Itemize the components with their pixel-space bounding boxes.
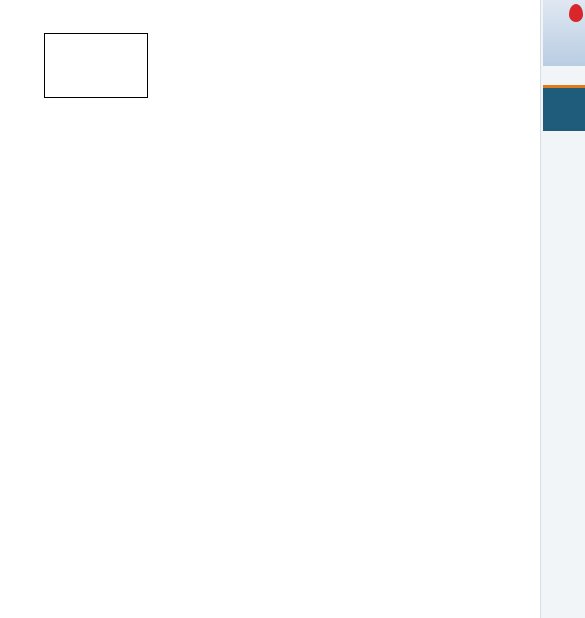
news-sidebar [540,0,585,618]
news-header [543,85,585,131]
pvgas-logo[interactable] [543,0,585,66]
corner-box [44,33,148,98]
flame-icon [569,4,583,22]
